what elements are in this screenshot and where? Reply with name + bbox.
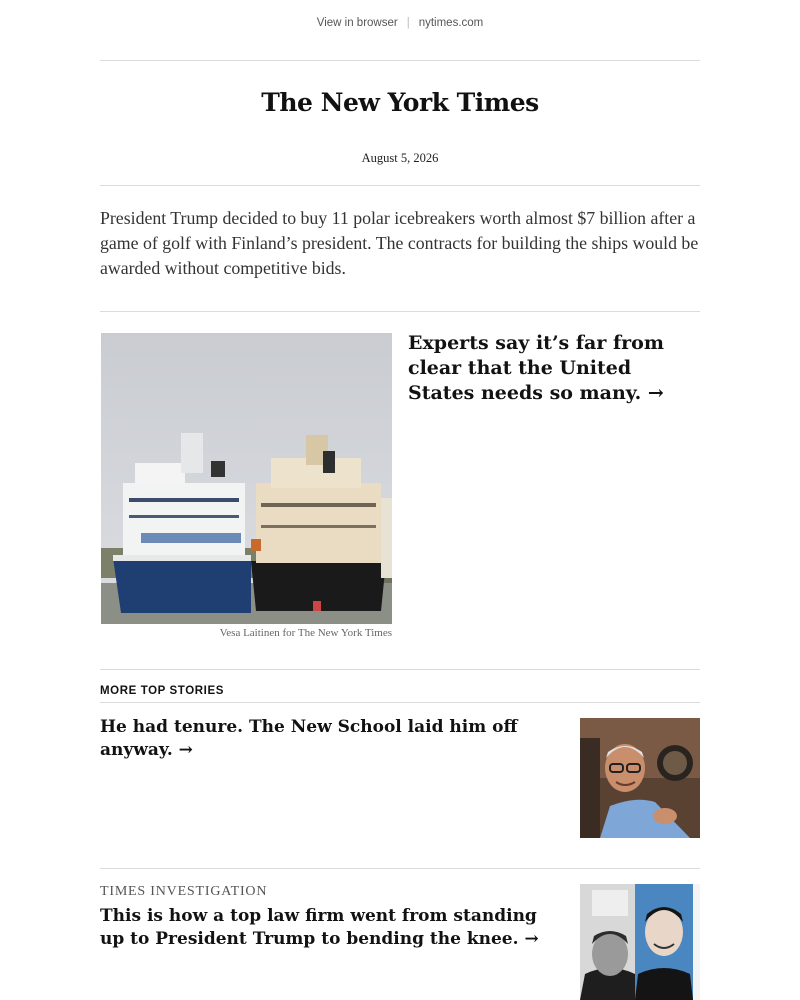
section-label: MORE TOP STORIES [100, 685, 224, 697]
image-credit: Vesa Laitinen for The New York Times [219, 627, 392, 639]
divider [100, 702, 700, 703]
story-2-headline[interactable]: This is how a top law firm went from standing up to President Trump to bending the knee. → [100, 906, 539, 949]
divider [100, 311, 700, 312]
link-separator: | [406, 17, 410, 29]
intro-paragraph: President Trump decided to buy 11 polar icebreakers worth almost $7 billion after a game of golf with Finland’s president. The contracts for building the ships would be awarded without competitive bids. [100, 208, 699, 278]
issue-date: August 5, 2026 [361, 151, 439, 165]
divider [100, 60, 700, 61]
icebreaker-ships-photo[interactable] [101, 333, 392, 624]
masthead-logo[interactable]: The New York Times [261, 88, 539, 117]
header-links [0, 17, 800, 29]
story-2-kicker: TIMES INVESTIGATION [100, 884, 268, 899]
view-in-browser-link[interactable]: View in browser [316, 17, 398, 29]
divider [100, 868, 700, 869]
nytimes-link[interactable]: nytimes.com [418, 17, 484, 29]
divider [100, 185, 700, 186]
lead-story-headline[interactable]: Experts say it’s far from clear that the United States needs so many. → [408, 332, 664, 404]
professor-portrait-photo[interactable] [580, 718, 700, 838]
story-1-headline[interactable]: He had tenure. The New School laid him off anyway. → [100, 717, 518, 760]
law-firm-founders-photo[interactable] [580, 884, 700, 1000]
divider [100, 669, 700, 670]
